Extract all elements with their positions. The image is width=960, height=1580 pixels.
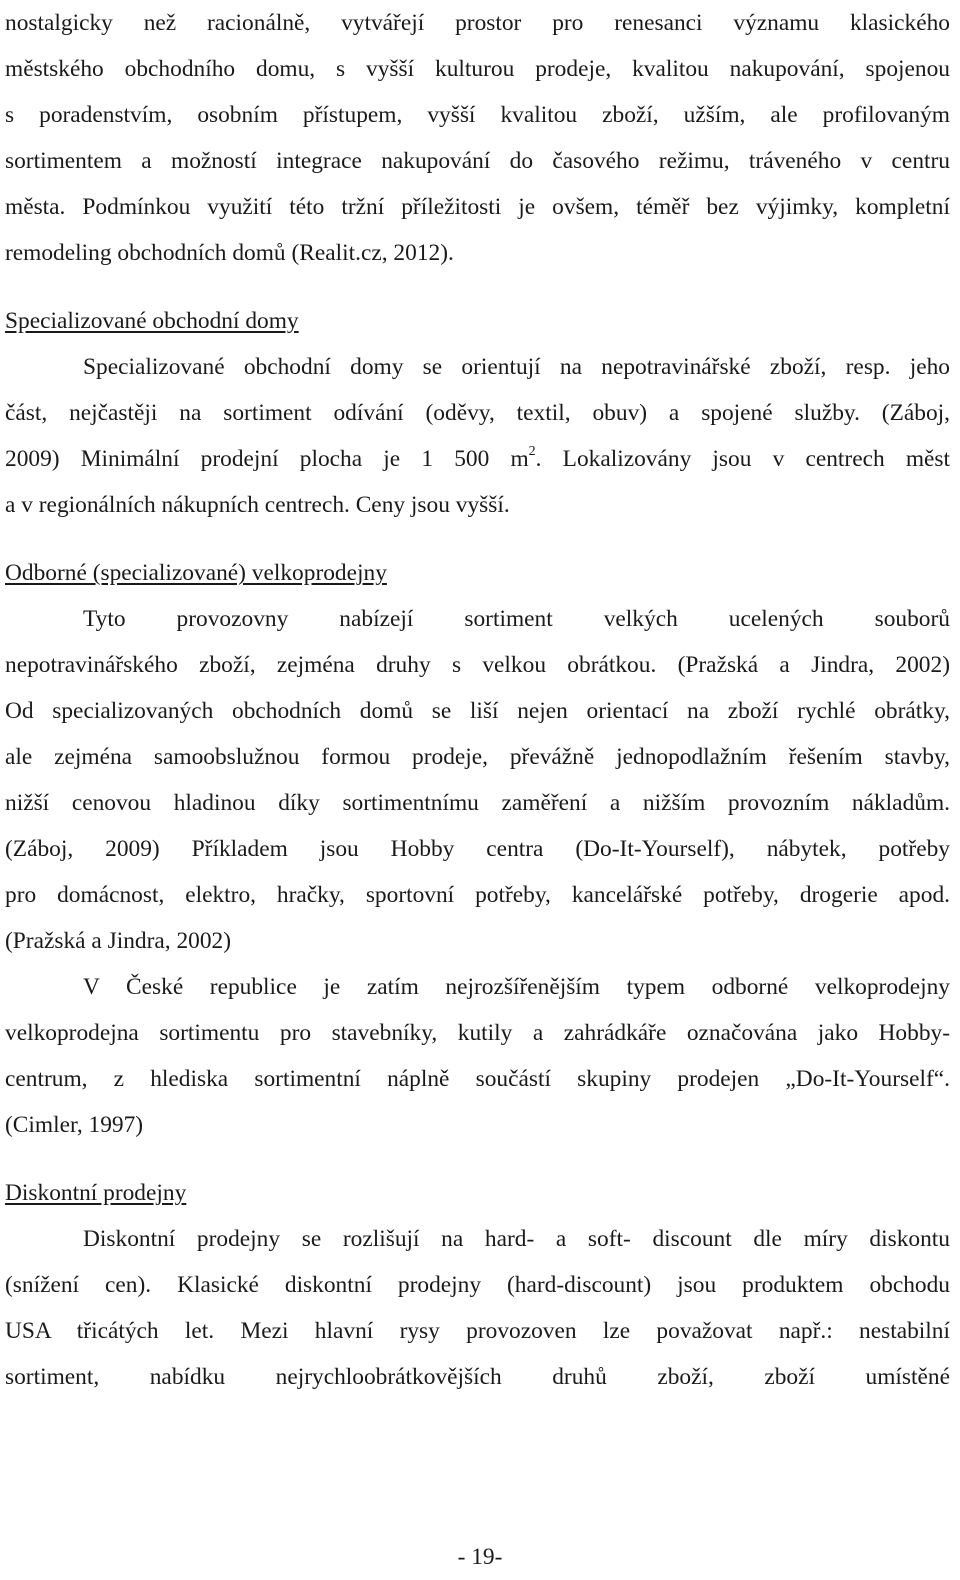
section-heading-text: Specializované obchodní domy	[5, 308, 299, 334]
page-number: - 19-	[457, 1544, 503, 1570]
section-heading-text: Diskontní prodejny	[5, 1180, 187, 1206]
text-line: ale zejména samoobslužnou formou prodeje, převážně jednopodlažním řešením stavby,	[5, 744, 950, 770]
section-body	[5, 344, 950, 528]
text-line: (snížení cen). Klasické diskontní prodejny (hard-discount) jsou produktem obchodu	[5, 1272, 950, 1298]
superscript: 2	[528, 444, 536, 460]
text-line: Tyto provozovny nabízejí sortiment velkých ucelených souborů	[83, 606, 950, 632]
section-heading-text: Odborné (specializované) velkoprodejny	[5, 560, 387, 586]
text-line	[5, 436, 950, 482]
section-heading	[5, 550, 950, 596]
section-heading	[5, 298, 950, 344]
text-line: (Cimler, 1997)	[5, 1112, 144, 1138]
text-line: USA třicátých let. Mezi hlavní rysy provozoven lze považovat např.: nestabilní	[5, 1318, 950, 1344]
text-line: sortiment, nabídku nejrychloobrátkovějších druhů zboží, zboží umístěné	[5, 1364, 950, 1390]
paragraph-intro	[5, 0, 950, 276]
text-line: (Pražská a Jindra, 2002)	[5, 928, 232, 954]
text-line: Od specializovaných obchodních domů se liší nejen orientací na zboží rychlé obrátky,	[5, 698, 950, 724]
section-heading	[5, 1170, 950, 1216]
document-page	[5, 0, 950, 1400]
section-body	[5, 596, 950, 1148]
text-line: nostalgicky než racionálně, vytvářejí prostor pro renesanci významu klasického	[5, 10, 950, 36]
text-line: nepotravinářského zboží, zejména druhy s velkou obrátkou. (Pražská a Jindra, 2002)	[5, 652, 950, 678]
text-line: a v regionálních nákupních centrech. Ceny jsou vyšší.	[5, 492, 510, 518]
text-line: Diskontní prodejny se rozlišují na hard- a soft- discount dle míry diskontu	[83, 1226, 950, 1252]
text-line: sortimentem a možností integrace nakupování do časového režimu, tráveného v centru	[5, 148, 950, 174]
text-line: pro domácnost, elektro, hračky, sportovní potřeby, kancelářské potřeby, drogerie apod.	[5, 882, 950, 908]
text-line: remodeling obchodních domů (Realit.cz, 2012).	[5, 240, 454, 266]
text-line: Specializované obchodní domy se orientují na nepotravinářské zboží, resp. jeho	[83, 354, 950, 380]
text-line: nižší cenovou hladinou díky sortimentnímu zaměření a nižším provozním nákladům.	[5, 790, 950, 816]
text-line: centrum, z hlediska sortimentní náplně součástí skupiny prodejen „Do-It-Yourself“.	[5, 1066, 950, 1092]
text-line: část, nejčastěji na sortiment odívání (oděvy, textil, obuv) a spojené služby. (Záboj,	[5, 400, 950, 426]
text-line: města. Podmínkou využití této tržní příležitosti je ovšem, téměř bez výjimky, kompletní	[5, 194, 950, 220]
section-body	[5, 1216, 950, 1400]
text-line: městského obchodního domu, s vyšší kulturou prodeje, kvalitou nakupování, spojenou	[5, 56, 950, 82]
text-line: V České republice je zatím nejrozšířenějším typem odborné velkoprodejny	[83, 974, 950, 1000]
text-fragment: . Lokalizovány jsou v centrech měst	[535, 446, 951, 472]
text-fragment: 2009) Minimální prodejní plocha je 1 500 m	[5, 446, 529, 472]
text-line: velkoprodejna sortimentu pro stavebníky, kutily a zahrádkáře označována jako Hobby-	[5, 1020, 950, 1046]
text-line: (Záboj, 2009) Příkladem jsou Hobby centra (Do-It-Yourself), nábytek, potřeby	[5, 836, 950, 862]
text-line: s poradenstvím, osobním přístupem, vyšší kvalitou zboží, užším, ale profilovaným	[5, 102, 950, 128]
